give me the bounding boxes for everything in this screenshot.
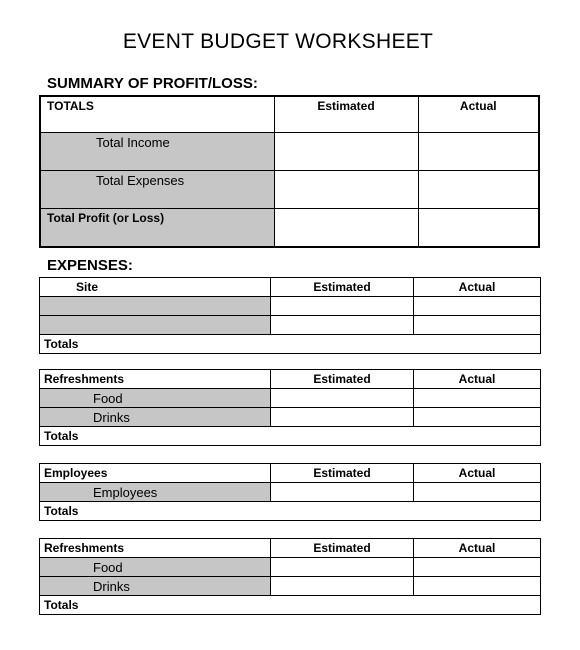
table-row: [40, 483, 541, 502]
table-row: [40, 539, 541, 558]
table-row: [40, 408, 541, 427]
site-totals-label: Totals: [40, 335, 541, 354]
table-row: [40, 133, 539, 171]
refreshments-header: Refreshments: [40, 539, 271, 558]
drinks-label: Drinks: [40, 577, 271, 596]
drinks-estimated-cell[interactable]: [271, 577, 414, 596]
table-row: [40, 171, 539, 209]
table-row: [40, 389, 541, 408]
employees-estimated-cell[interactable]: [271, 483, 414, 502]
expenses-heading: EXPENSES:: [47, 257, 133, 274]
drinks-estimated-cell[interactable]: [271, 408, 414, 427]
employees-table: [39, 463, 541, 521]
table-row: [40, 596, 541, 615]
table-row: [40, 316, 541, 335]
site-actual-cell[interactable]: [414, 316, 541, 335]
table-row: [40, 577, 541, 596]
refreshments-totals-label: Totals: [40, 427, 541, 446]
table-row: [40, 558, 541, 577]
table-row: [40, 297, 541, 316]
employees-totals-label: Totals: [40, 502, 541, 521]
total-income-actual-cell[interactable]: [418, 133, 539, 171]
table-row: [40, 502, 541, 521]
total-income-label: Total Income: [40, 133, 274, 171]
table-row: [40, 427, 541, 446]
actual-header: Actual: [418, 96, 539, 133]
actual-header: Actual: [414, 539, 541, 558]
total-profit-label: Total Profit (or Loss): [40, 209, 274, 248]
total-profit-estimated-cell[interactable]: [274, 209, 418, 248]
food-label: Food: [40, 558, 271, 577]
site-table: [39, 277, 541, 354]
table-row: [40, 464, 541, 483]
refreshments-header: Refreshments: [40, 370, 271, 389]
estimated-header: Estimated: [271, 370, 414, 389]
site-estimated-cell[interactable]: [271, 297, 414, 316]
summary-table: [39, 95, 540, 248]
total-expenses-estimated-cell[interactable]: [274, 171, 418, 209]
estimated-header: Estimated: [271, 539, 414, 558]
actual-header: Actual: [414, 278, 541, 297]
total-income-estimated-cell[interactable]: [274, 133, 418, 171]
food-actual-cell[interactable]: [414, 558, 541, 577]
totals-header: TOTALS: [40, 96, 274, 133]
employees-label: Employees: [40, 483, 271, 502]
summary-heading: SUMMARY OF PROFIT/LOSS:: [47, 75, 258, 92]
site-estimated-cell[interactable]: [271, 316, 414, 335]
site-item-label: [40, 297, 271, 316]
total-profit-actual-cell[interactable]: [418, 209, 539, 248]
estimated-header: Estimated: [271, 464, 414, 483]
total-expenses-actual-cell[interactable]: [418, 171, 539, 209]
food-estimated-cell[interactable]: [271, 558, 414, 577]
drinks-actual-cell[interactable]: [414, 577, 541, 596]
food-label: Food: [40, 389, 271, 408]
table-row: [40, 278, 541, 297]
table-row: [40, 209, 539, 248]
total-expenses-label: Total Expenses: [40, 171, 274, 209]
actual-header: Actual: [414, 464, 541, 483]
employees-header: Employees: [40, 464, 271, 483]
food-estimated-cell[interactable]: [271, 389, 414, 408]
site-header: Site: [40, 278, 271, 297]
refreshments-totals-label: Totals: [40, 596, 541, 615]
refreshments-table: [39, 369, 541, 446]
drinks-label: Drinks: [40, 408, 271, 427]
table-row: [40, 96, 539, 133]
actual-header: Actual: [414, 370, 541, 389]
table-row: [40, 335, 541, 354]
food-actual-cell[interactable]: [414, 389, 541, 408]
site-actual-cell[interactable]: [414, 297, 541, 316]
drinks-actual-cell[interactable]: [414, 408, 541, 427]
employees-actual-cell[interactable]: [414, 483, 541, 502]
estimated-header: Estimated: [271, 278, 414, 297]
table-row: [40, 370, 541, 389]
refreshments-table: [39, 538, 541, 615]
estimated-header: Estimated: [274, 96, 418, 133]
site-item-label: [40, 316, 271, 335]
page-title: EVENT BUDGET WORKSHEET: [122, 30, 434, 53]
